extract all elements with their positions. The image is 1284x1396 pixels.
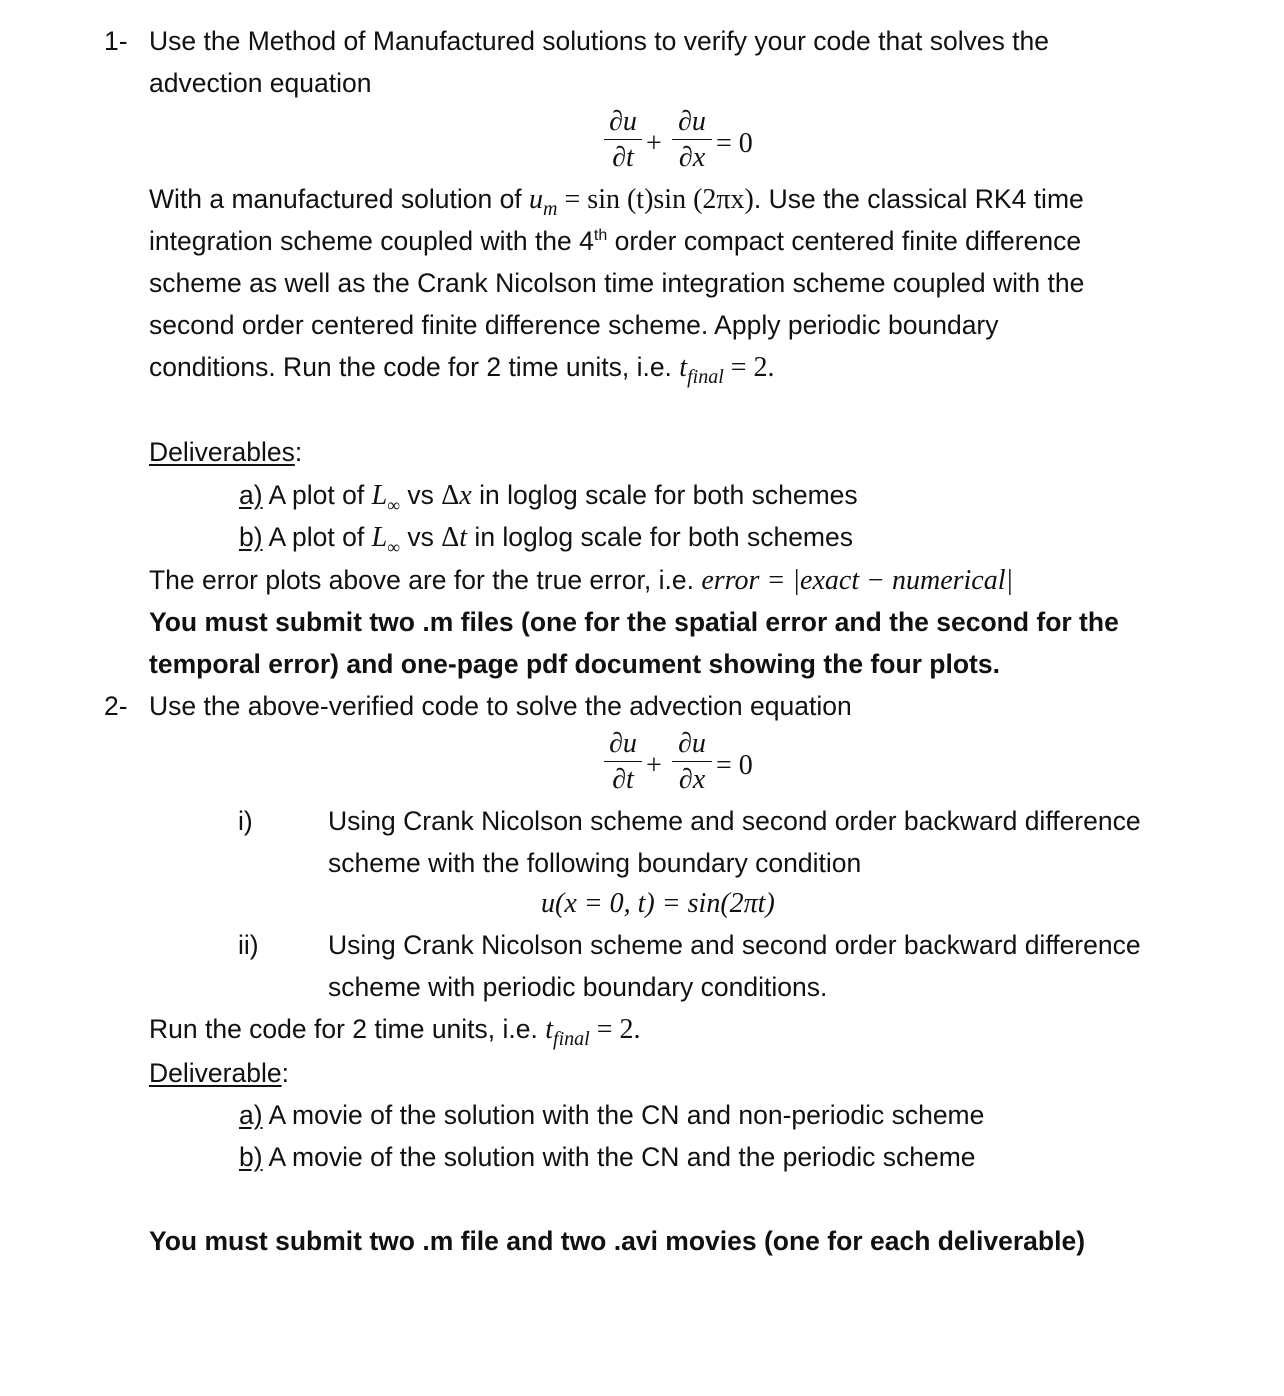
q2-item-ii-line1: Using Crank Nicolson scheme and second order backward difference xyxy=(328,930,1141,960)
q2-number: 2- xyxy=(104,691,128,721)
q1-line2: advection equation xyxy=(149,68,372,98)
q2-item-ii-line2: scheme with periodic boundary conditions. xyxy=(328,972,828,1002)
q1-frac-du-dx: ∂u ∂x xyxy=(672,108,712,172)
q1-error-definition: The error plots above are for the true error, i.e. error = |exact − numerical| xyxy=(149,565,1014,596)
q1-frac-du-dt: ∂u ∂t xyxy=(604,108,642,172)
list-label: b) xyxy=(239,522,263,552)
q2-item-ii-label: ii) xyxy=(238,930,259,960)
q1-manufactured-solution-line: With a manufactured solution of $u_m = \sin (t)\sin$ (2πx). Use the classical RK4 time xyxy=(149,184,1084,220)
q2-item-i-line1: Using Crank Nicolson scheme and second order backward difference xyxy=(328,806,1141,836)
q2-item-i-label: i) xyxy=(238,806,253,836)
q1-line1: Use the Method of Manufactured solutions to verify your code that solves the xyxy=(149,26,1050,56)
q1-equals-zero: = 0 xyxy=(716,128,753,159)
q1-deliverable-a: a) A plot of $L_\infty$ vs Δx in loglog scale for both schemes xyxy=(239,480,858,515)
q1-plus: + xyxy=(646,128,662,159)
q2-submit: You must submit two .m file and two .avi movies (one for each deliverable) xyxy=(149,1226,1086,1256)
q1-line6: second order centered finite difference scheme. Apply periodic boundary xyxy=(149,310,999,340)
q2-line1: Use the above-verified code to solve the advection equation xyxy=(149,691,852,721)
q2-deliverable-heading: Deliverable: xyxy=(149,1058,289,1088)
q2-equals-zero: = 0 xyxy=(716,750,753,781)
q1-deliverable-b: b) A plot of $L_\infty$ vs Δt in loglog scale for both schemes xyxy=(239,522,853,557)
q2-deliverable-b: b) A movie of the solution with the CN and the periodic scheme xyxy=(239,1142,976,1172)
q2-item-i-line2: scheme with the following boundary condition xyxy=(328,848,862,878)
q1-line5: scheme as well as the Crank Nicolson time integration scheme coupled with the xyxy=(149,268,1085,298)
q1-line7: conditions. Run the code for 2 time units, i.e. $t_{final} = 2$. xyxy=(149,352,775,388)
q1-number: 1- xyxy=(104,26,128,56)
q2-frac-du-dt: ∂u ∂t xyxy=(604,730,642,794)
list-label: a) xyxy=(239,480,263,510)
q1-deliverables-heading: Deliverables: xyxy=(149,437,303,467)
list-label: a) xyxy=(239,1100,263,1130)
q2-boundary-condition: u(x = 0, t) = sin(2πt) xyxy=(541,888,775,919)
q1-submit-line1: You must submit two .m files (one for the spatial error and the second for the xyxy=(149,607,1119,637)
q2-plus: + xyxy=(646,750,662,781)
q2-run-line: Run the code for 2 time units, i.e. $t_{final} = 2$. xyxy=(149,1014,641,1050)
q2-frac-du-dx: ∂u ∂x xyxy=(672,730,712,794)
q1-line4: integration scheme coupled with the 4th order compact centered finite difference xyxy=(149,226,1082,256)
q1-submit-line2: temporal error) and one-page pdf document showing the four plots. xyxy=(149,649,1000,679)
q2-deliverable-a: a) A movie of the solution with the CN and non-periodic scheme xyxy=(239,1100,985,1130)
list-label: b) xyxy=(239,1142,263,1172)
